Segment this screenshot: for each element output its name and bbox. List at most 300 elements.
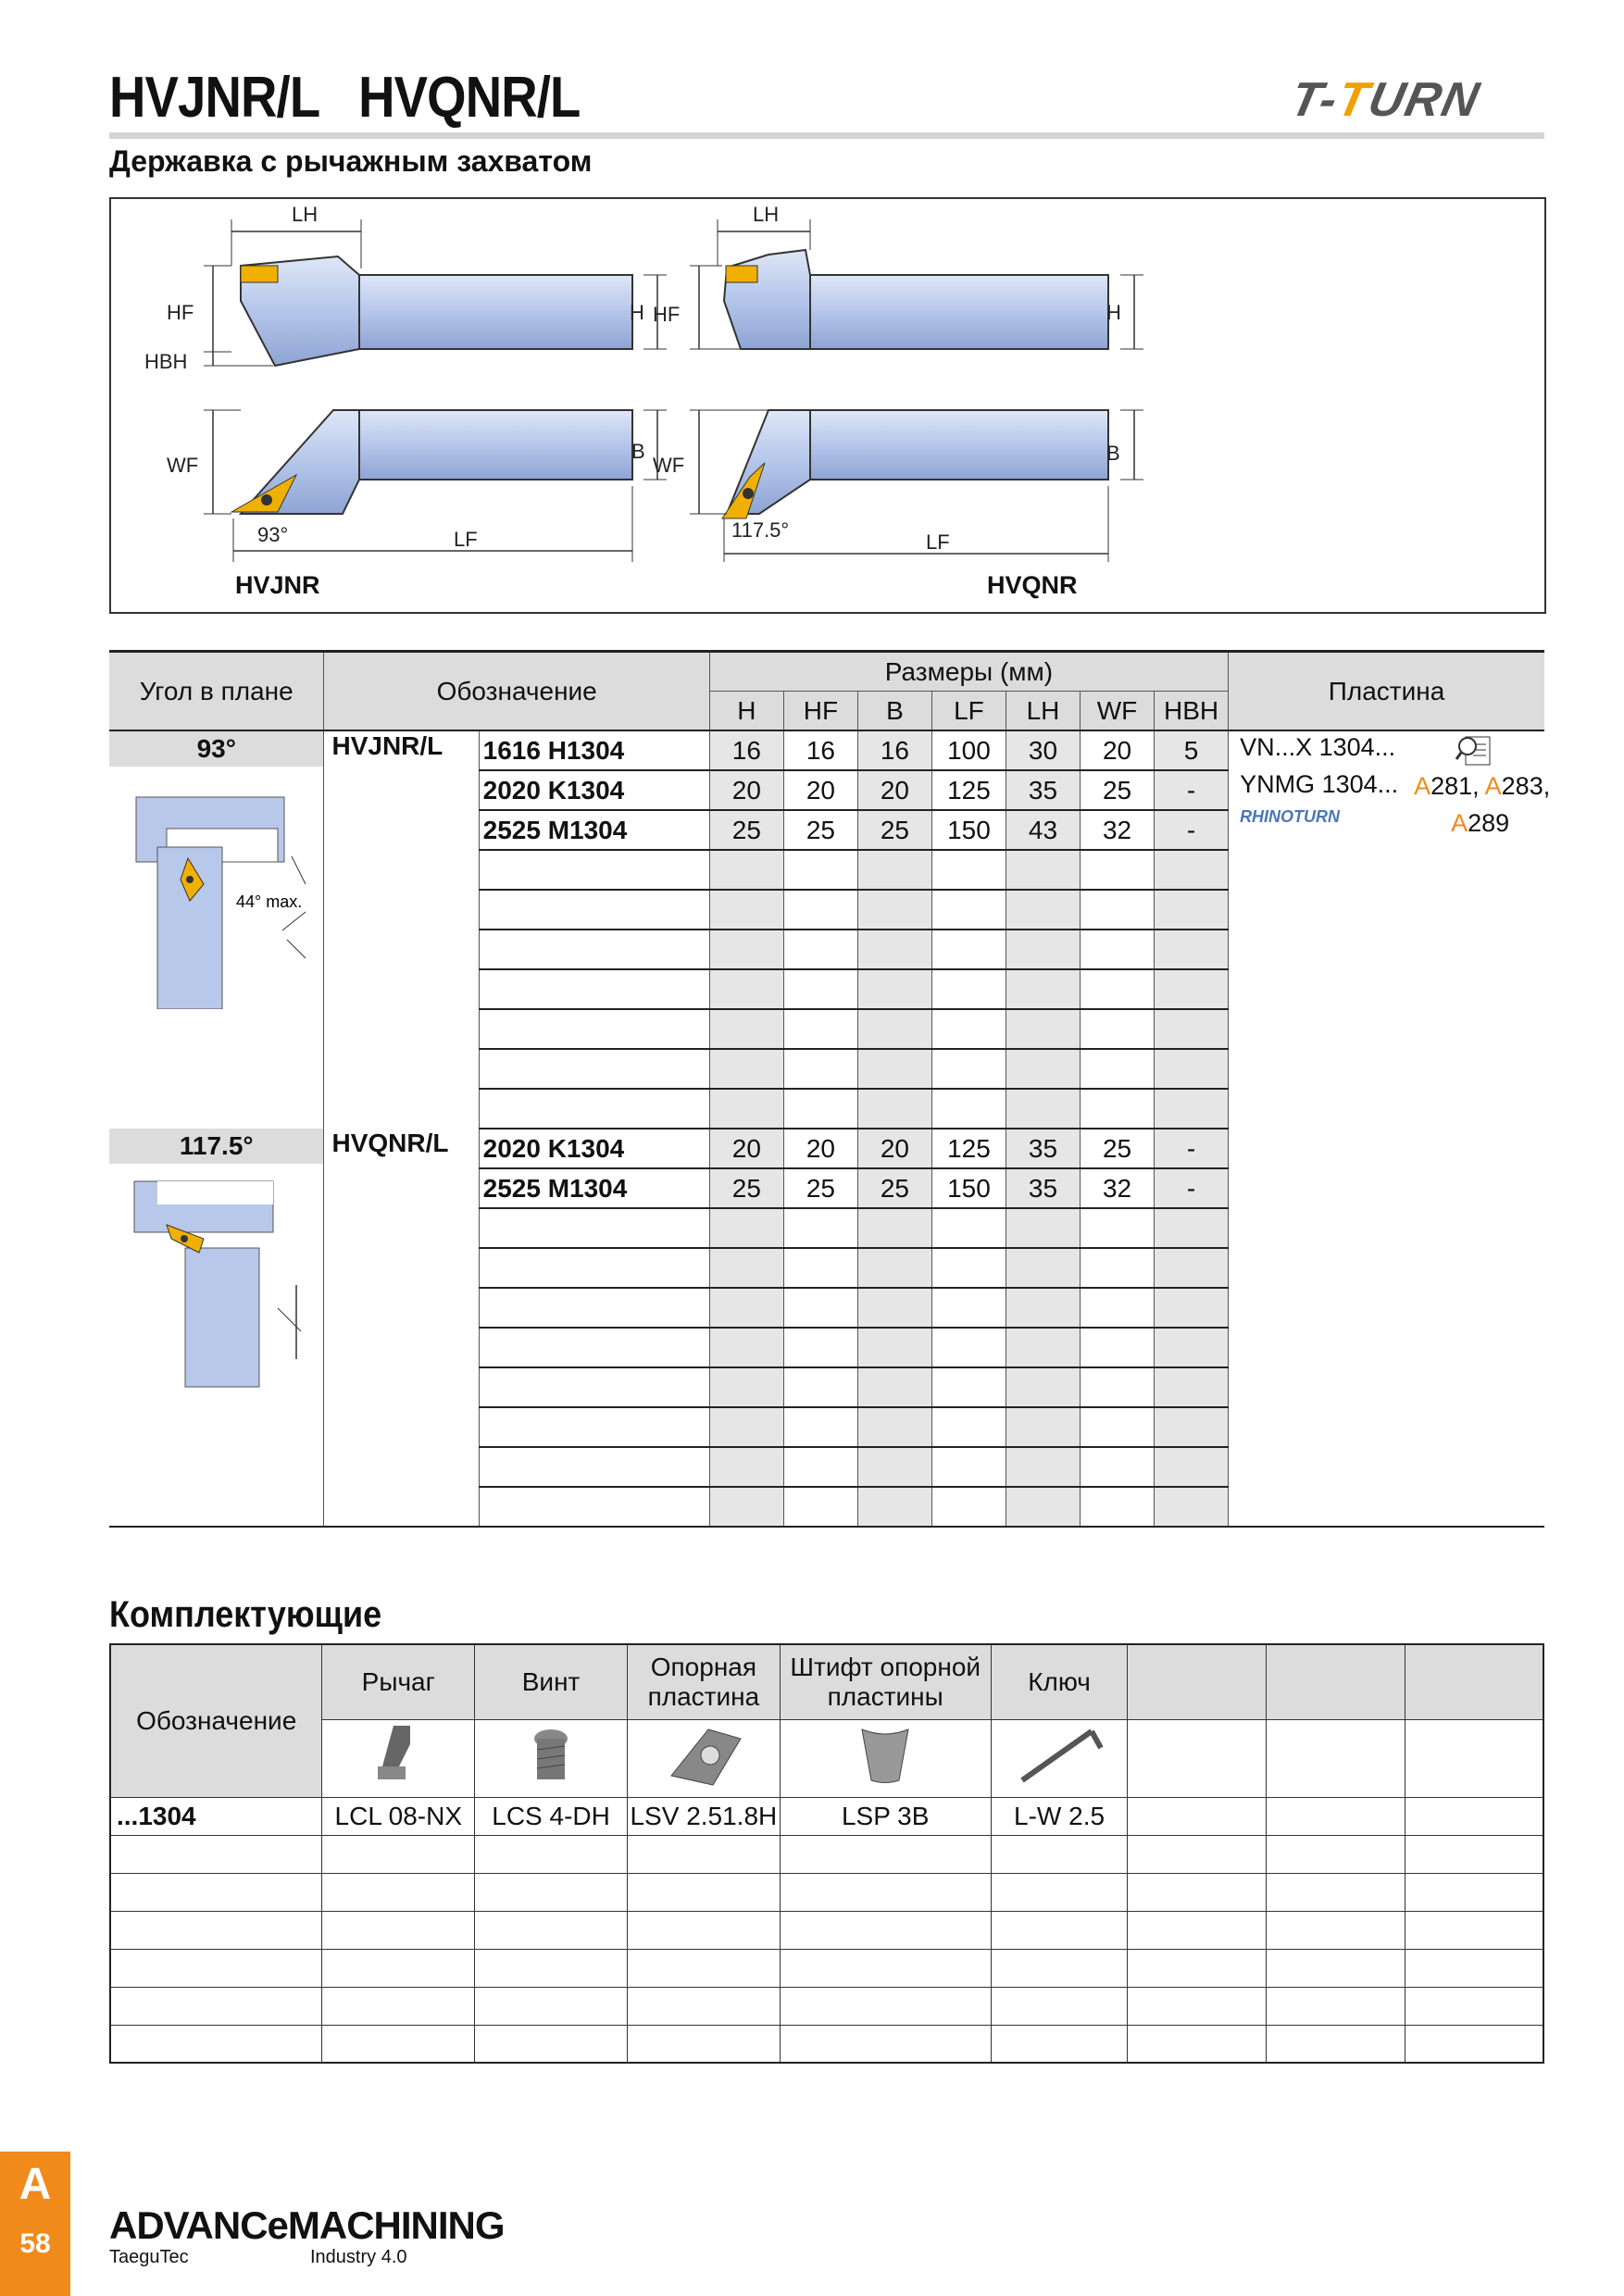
acc-cell-empty <box>475 1835 628 1873</box>
dim-value <box>1006 1328 1080 1367</box>
dim-value <box>931 1487 1006 1527</box>
dim-value <box>1081 1328 1155 1367</box>
family-cell: HVJNR/L <box>324 730 479 1129</box>
acc-col-key: Ключ <box>991 1644 1128 1719</box>
dim-value <box>709 850 783 890</box>
dim-wf-right: WF <box>653 454 685 477</box>
dim-value: - <box>1155 1129 1229 1168</box>
tool-code: 2020 K1304 <box>479 1129 709 1168</box>
acc-cell-empty <box>110 1873 322 1911</box>
ref-prefix-3[interactable]: A <box>1451 809 1468 837</box>
acc-cell-empty <box>1128 1949 1267 1987</box>
hvqnr-side-view <box>690 219 1143 349</box>
dim-value <box>857 1447 931 1487</box>
dim-value <box>931 1248 1006 1288</box>
caption-hvqnr: HVQNR <box>987 571 1078 599</box>
dim-value <box>1155 1248 1229 1288</box>
dim-value <box>783 1367 857 1407</box>
dim-value <box>931 1009 1006 1049</box>
acc-cell-empty <box>110 2025 322 2063</box>
dim-col-hbh: HBH <box>1155 692 1229 731</box>
dim-value <box>709 1009 783 1049</box>
acc-cell-empty <box>110 1835 322 1873</box>
dim-value <box>1006 890 1080 930</box>
acc-cell-empty <box>1405 1835 1543 1873</box>
dim-value: 20 <box>783 770 857 810</box>
dim-value <box>709 1049 783 1089</box>
acc-cell-empty <box>1267 1949 1405 1987</box>
dim-value <box>1081 850 1155 890</box>
acc-empty-row <box>110 2025 1543 2063</box>
hvjnr-side-view <box>204 219 667 366</box>
dim-value <box>1081 1248 1155 1288</box>
dim-value <box>1006 1208 1080 1248</box>
tool-code <box>479 1208 709 1248</box>
tool-code <box>479 1447 709 1487</box>
dim-value <box>709 1447 783 1487</box>
dim-value <box>857 1089 931 1129</box>
dim-col-lh: LH <box>1006 692 1080 731</box>
dim-value: 20 <box>1081 730 1155 770</box>
tool-table <box>109 650 1551 1528</box>
dim-value <box>857 850 931 890</box>
acc-col-empty-1 <box>1128 1644 1267 1719</box>
tool-code <box>479 1049 709 1089</box>
acc-cell-empty <box>1128 1797 1267 1835</box>
dim-value: 5 <box>1155 730 1229 770</box>
dim-value <box>783 1407 857 1447</box>
acc-cell-empty <box>1405 1949 1543 1987</box>
dim-value: - <box>1155 1168 1229 1208</box>
acc-key-value: L-W 2.5 <box>991 1797 1128 1835</box>
page-title: HVJNR/L HVQNR/L <box>109 66 581 130</box>
dim-value <box>1006 1487 1080 1527</box>
dim-value <box>1155 1407 1229 1447</box>
acc-cell-empty <box>780 1835 991 1873</box>
dim-value: 25 <box>783 810 857 850</box>
dim-value: 25 <box>709 1168 783 1208</box>
acc-col-shim: Опорная пластина <box>627 1644 780 1719</box>
dim-value: 32 <box>1081 810 1155 850</box>
tool-code <box>479 890 709 930</box>
dim-value <box>783 890 857 930</box>
acc-cell-empty <box>991 1835 1128 1873</box>
dim-value <box>1006 1447 1080 1487</box>
accessories-title: Комплектующие <box>109 1594 382 1635</box>
dim-value <box>783 1248 857 1288</box>
dim-value <box>857 930 931 969</box>
dim-value <box>783 930 857 969</box>
dim-value <box>1155 850 1229 890</box>
dim-value <box>783 1049 857 1089</box>
dim-value <box>857 1009 931 1049</box>
dim-value: 20 <box>857 770 931 810</box>
dim-value: 20 <box>709 770 783 810</box>
tool-code: 2525 M1304 <box>479 810 709 850</box>
insert-cell <box>1229 730 1551 1527</box>
footer-brand: TaeguTec <box>109 2247 189 2267</box>
dim-value: 150 <box>931 1168 1006 1208</box>
dim-value <box>1006 1089 1080 1129</box>
dim-value: 16 <box>857 730 931 770</box>
insert-line-2: YNMG 1304... <box>1240 770 1399 798</box>
acc-empty-row <box>110 1873 1543 1911</box>
dim-value <box>931 1407 1006 1447</box>
dim-value <box>783 1009 857 1049</box>
acc-lever-value: LCL 08-NX <box>322 1797 475 1835</box>
acc-cell-empty <box>1405 1873 1543 1911</box>
acc-cell-empty <box>475 2025 628 2063</box>
dim-value: 150 <box>931 810 1006 850</box>
dim-value <box>1081 1447 1155 1487</box>
dim-value <box>1006 1049 1080 1089</box>
dim-value <box>1081 1487 1155 1527</box>
dim-value: 20 <box>783 1129 857 1168</box>
dim-value: 32 <box>1081 1168 1155 1208</box>
tool-code: 2525 M1304 <box>479 1168 709 1208</box>
acc-cell-empty <box>322 1987 475 2025</box>
dim-value <box>1006 969 1080 1009</box>
acc-cell-empty <box>1267 1911 1405 1949</box>
acc-cell-empty <box>780 1873 991 1911</box>
acc-cell-empty <box>1128 1911 1267 1949</box>
pictogram-117 <box>125 1174 319 1391</box>
dim-value: 20 <box>857 1129 931 1168</box>
footer-tagline: Industry 4.0 <box>310 2247 407 2267</box>
dim-lh-left: LH <box>292 203 319 226</box>
lever-icon <box>322 1719 475 1797</box>
drawing-svg <box>111 199 1544 612</box>
acc-cell-empty <box>627 2025 780 2063</box>
catalog-icon[interactable] <box>1455 733 1492 767</box>
table-row <box>109 730 1544 770</box>
tool-code <box>479 969 709 1009</box>
tool-code <box>479 1288 709 1328</box>
dim-value <box>1081 1049 1155 1089</box>
acc-img-empty-2 <box>1267 1719 1405 1797</box>
angle-left: 93° <box>257 523 289 546</box>
angle-label: 117.5° <box>109 1129 323 1164</box>
dim-value <box>857 1248 931 1288</box>
angle-right: 117.5° <box>731 518 790 542</box>
dim-col-h: H <box>709 692 783 731</box>
acc-cell-empty <box>1267 1797 1405 1835</box>
tool-drawings <box>109 197 1546 614</box>
dim-value: 35 <box>1006 770 1080 810</box>
angle-label: 93° <box>109 731 323 767</box>
tool-code <box>479 1328 709 1367</box>
acc-cell-empty <box>475 1873 628 1911</box>
acc-cell-empty <box>322 2025 475 2063</box>
dim-value: 43 <box>1006 810 1080 850</box>
dim-value <box>709 1328 783 1367</box>
acc-cell-empty <box>475 1987 628 2025</box>
acc-cell-empty <box>1128 1987 1267 2025</box>
acc-img-empty-3 <box>1405 1719 1543 1797</box>
acc-col-empty-3 <box>1405 1644 1543 1719</box>
dim-value <box>1006 1009 1080 1049</box>
col-dims: Размеры (мм) <box>709 652 1228 692</box>
dim-value <box>1155 1288 1229 1328</box>
dim-value <box>709 1089 783 1129</box>
dim-value <box>1006 850 1080 890</box>
page-number: 58 <box>19 2228 51 2259</box>
tool-code: 2020 K1304 <box>479 770 709 810</box>
dim-value <box>857 1288 931 1328</box>
dim-value <box>709 1407 783 1447</box>
tool-code <box>479 930 709 969</box>
acc-cell-empty <box>110 1911 322 1949</box>
acc-cell-empty <box>1405 1987 1543 2025</box>
caption-hvjnr: HVJNR <box>235 571 320 599</box>
ref-prefix-2[interactable]: A <box>1484 772 1502 800</box>
screw-icon <box>475 1719 628 1797</box>
acc-cell-empty <box>991 1949 1128 1987</box>
acc-col-empty-2 <box>1267 1644 1405 1719</box>
acc-cell-empty <box>1405 1911 1543 1949</box>
tool-code <box>479 1487 709 1527</box>
dim-col-lf: LF <box>931 692 1006 731</box>
section-letter: A <box>19 2160 52 2209</box>
pictogram-93 <box>125 792 319 1009</box>
acc-empty-row <box>110 1987 1543 2025</box>
dim-value <box>709 1367 783 1407</box>
acc-col-screw: Винт <box>475 1644 628 1719</box>
tool-code <box>479 1248 709 1288</box>
title-divider <box>109 132 1544 139</box>
dim-value <box>1155 969 1229 1009</box>
acc-cell-empty <box>110 1949 322 1987</box>
dim-value <box>1155 1447 1229 1487</box>
dim-value <box>931 890 1006 930</box>
tool-code <box>479 1407 709 1447</box>
acc-col-designation: Обозначение <box>110 1644 322 1797</box>
dim-value <box>857 890 931 930</box>
dim-value <box>1155 930 1229 969</box>
acc-cell-empty <box>1267 1987 1405 2025</box>
shim-icon <box>627 1719 780 1797</box>
dim-value <box>1081 890 1155 930</box>
acc-cell-empty <box>1267 1873 1405 1911</box>
dim-value <box>1081 1367 1155 1407</box>
acc-cell-empty <box>627 1987 780 2025</box>
dim-value: 16 <box>783 730 857 770</box>
dim-value <box>931 1208 1006 1248</box>
dim-value: 25 <box>1081 770 1155 810</box>
dim-lf-left: LF <box>454 528 478 551</box>
dim-value <box>709 1288 783 1328</box>
acc-cell-empty <box>1128 1873 1267 1911</box>
dim-value <box>857 1328 931 1367</box>
dim-value: 20 <box>709 1129 783 1168</box>
dim-value: - <box>1155 810 1229 850</box>
col-insert: Пластина <box>1229 652 1544 731</box>
acc-cell-empty <box>627 1911 780 1949</box>
catalog-ref-2[interactable]: 283, <box>1501 772 1551 800</box>
dim-wf-left: WF <box>167 454 199 477</box>
dim-h-right: H <box>1106 301 1121 324</box>
dim-value <box>1081 930 1155 969</box>
dim-value <box>857 1407 931 1447</box>
dim-value <box>857 1049 931 1089</box>
dim-value <box>709 1248 783 1288</box>
acc-cell-empty <box>991 1873 1128 1911</box>
acc-cell-empty <box>1128 1835 1267 1873</box>
acc-cell-empty <box>780 1949 991 1987</box>
dim-b-right: B <box>1106 442 1120 465</box>
dim-hf-right: HF <box>653 303 681 326</box>
acc-empty-row <box>110 1835 1543 1873</box>
dim-value: 25 <box>857 810 931 850</box>
dim-value <box>783 1288 857 1328</box>
acc-cell-empty <box>991 2025 1128 2063</box>
dim-value <box>1155 1208 1229 1248</box>
acc-cell-empty <box>1267 2025 1405 2063</box>
dim-value <box>1006 1248 1080 1288</box>
dim-hbh-left: HBH <box>144 350 188 373</box>
acc-cell-empty <box>322 1873 475 1911</box>
acc-empty-row <box>110 1949 1543 1987</box>
col-designation: Обозначение <box>324 652 709 731</box>
page-subtitle: Державка с рычажным захватом <box>109 144 593 178</box>
acc-screw-value: LCS 4-DH <box>475 1797 628 1835</box>
dim-value <box>931 1089 1006 1129</box>
dim-value: 25 <box>1081 1129 1155 1168</box>
dim-value <box>931 850 1006 890</box>
accessories-table <box>109 1643 1544 2064</box>
dim-col-wf: WF <box>1081 692 1155 731</box>
dim-value <box>1081 1407 1155 1447</box>
dim-value <box>1155 1009 1229 1049</box>
dim-value: 30 <box>1006 730 1080 770</box>
dim-value <box>1155 1487 1229 1527</box>
dim-value <box>783 1487 857 1527</box>
acc-cell-empty <box>780 1987 991 2025</box>
acc-cell-empty <box>1405 1797 1543 1835</box>
dim-h-left: H <box>630 301 644 324</box>
max-angle-note: 44° max. <box>236 892 303 911</box>
dim-value <box>1081 969 1155 1009</box>
dim-value <box>931 1288 1006 1328</box>
acc-cell-empty <box>475 1911 628 1949</box>
acc-cell-empty <box>475 1949 628 1987</box>
dim-value <box>783 1328 857 1367</box>
dim-value <box>709 1487 783 1527</box>
dim-hf-left: HF <box>167 301 194 324</box>
acc-cell-empty <box>1405 2025 1543 2063</box>
dim-value <box>931 930 1006 969</box>
dim-value: - <box>1155 770 1229 810</box>
shim-pin-icon <box>780 1719 991 1797</box>
dim-value <box>857 969 931 1009</box>
dim-value <box>1155 1328 1229 1367</box>
dim-value: 125 <box>931 1129 1006 1168</box>
dim-lf-right: LF <box>926 530 950 554</box>
dim-value <box>931 1328 1006 1367</box>
dim-value <box>1081 1089 1155 1129</box>
acc-cell-empty <box>991 1987 1128 2025</box>
rhinoturn-logo: RHINOTURN <box>1240 807 1341 826</box>
acc-cell-empty <box>780 2025 991 2063</box>
dim-value <box>931 1049 1006 1089</box>
dim-lh-right: LH <box>753 203 780 226</box>
catalog-ref-3[interactable]: 289 <box>1468 809 1510 837</box>
dim-value: 125 <box>931 770 1006 810</box>
dim-value <box>1081 1208 1155 1248</box>
dim-value: 16 <box>709 730 783 770</box>
tool-code <box>479 1089 709 1129</box>
dim-value <box>1006 930 1080 969</box>
dim-value <box>709 930 783 969</box>
family-cell: HVQNR/L <box>324 1129 479 1527</box>
dim-value <box>783 1089 857 1129</box>
acc-col-lever: Рычаг <box>322 1644 475 1719</box>
acc-cell-empty <box>322 1949 475 1987</box>
col-angle: Угол в плане <box>109 652 324 731</box>
dim-value <box>1081 1288 1155 1328</box>
dim-value <box>931 1367 1006 1407</box>
dim-value <box>931 1447 1006 1487</box>
tool-code <box>479 850 709 890</box>
dim-value <box>857 1208 931 1248</box>
dim-value: 35 <box>1006 1129 1080 1168</box>
dim-value <box>709 890 783 930</box>
dim-value <box>1006 1407 1080 1447</box>
dim-col-b: B <box>857 692 931 731</box>
dim-value <box>931 969 1006 1009</box>
dim-value: 25 <box>857 1168 931 1208</box>
dim-value <box>857 1487 931 1527</box>
dim-value <box>1155 1089 1229 1129</box>
tool-code: 1616 H1304 <box>479 730 709 770</box>
dim-value <box>783 1447 857 1487</box>
acc-cell-empty <box>322 1911 475 1949</box>
acc-img-empty-1 <box>1128 1719 1267 1797</box>
dim-b-left: B <box>631 440 645 463</box>
acc-cell-empty <box>991 1911 1128 1949</box>
page-tab <box>0 2152 70 2296</box>
acc-cell-empty <box>110 1987 322 2025</box>
dim-value: 25 <box>709 810 783 850</box>
dim-value: 35 <box>1006 1168 1080 1208</box>
dim-col-hf: HF <box>783 692 857 731</box>
ref-prefix-1[interactable]: A <box>1414 772 1431 800</box>
dim-value <box>1006 1367 1080 1407</box>
acc-cell-empty <box>627 1835 780 1873</box>
dim-value <box>783 969 857 1009</box>
footer-logo: ADVANCeMACHINING <box>109 2203 505 2247</box>
dim-value: 100 <box>931 730 1006 770</box>
acc-cell-empty <box>627 1873 780 1911</box>
acc-cell-empty <box>627 1949 780 1987</box>
acc-cell-empty <box>780 1911 991 1949</box>
acc-empty-row <box>110 1911 1543 1949</box>
dim-value <box>1081 1009 1155 1049</box>
dim-value <box>709 1208 783 1248</box>
catalog-ref-1[interactable]: 281, <box>1430 772 1485 800</box>
dim-value: 25 <box>783 1168 857 1208</box>
dim-value <box>783 1208 857 1248</box>
dim-value <box>1155 1367 1229 1407</box>
tool-code <box>479 1009 709 1049</box>
acc-shim-value: LSV 2.51.8H <box>627 1797 780 1835</box>
acc-cell-empty <box>1267 1835 1405 1873</box>
dim-value <box>1155 890 1229 930</box>
acc-col-shim-pin: Штифт опорной пластины <box>780 1644 991 1719</box>
insert-line-1: VN...X 1304... <box>1240 733 1396 761</box>
brand-logo: T-TURN <box>1285 73 1485 127</box>
tool-code <box>479 1367 709 1407</box>
